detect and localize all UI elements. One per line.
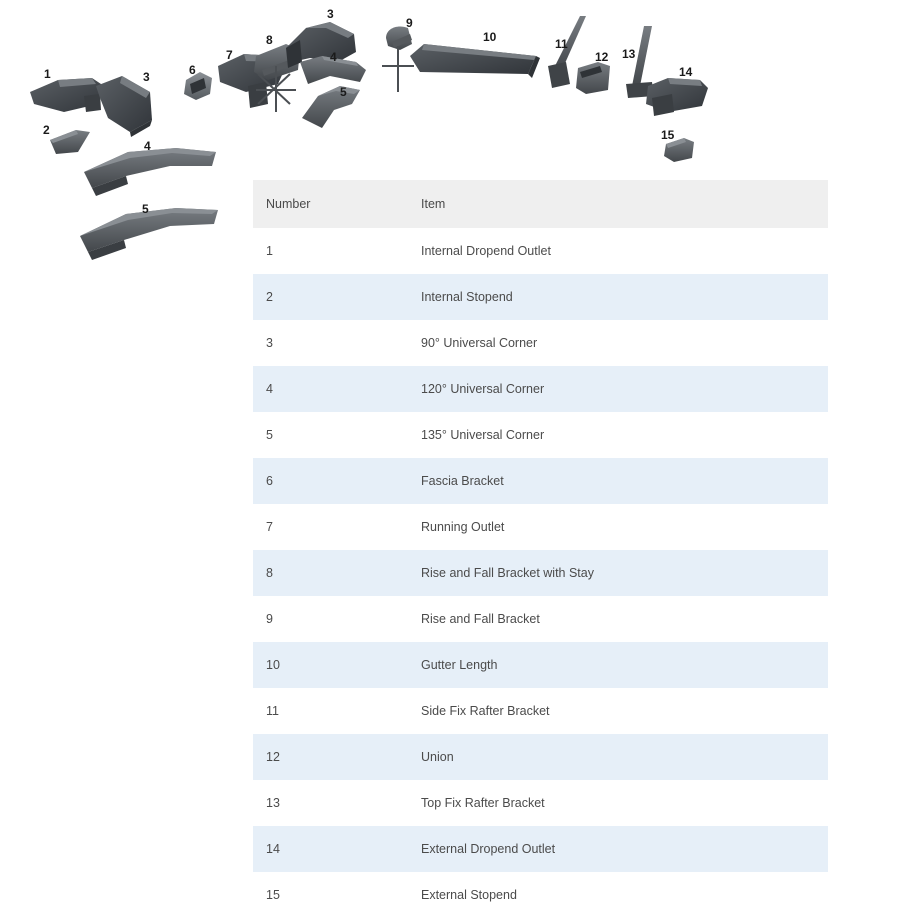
callout-3: 3: [143, 70, 150, 84]
cell-item: Internal Dropend Outlet: [421, 244, 551, 258]
cell-item: Running Outlet: [421, 520, 505, 534]
table-row: [253, 734, 828, 780]
table-row: [253, 596, 828, 642]
table-row: [253, 688, 828, 734]
cell-number: 6: [266, 474, 273, 488]
cell-number: 4: [266, 382, 273, 396]
table-row: [253, 826, 828, 872]
cell-item: Top Fix Rafter Bracket: [421, 796, 545, 810]
column-header-item: Item: [408, 180, 828, 228]
callout-14: 14: [679, 65, 693, 79]
callout-10: 10: [483, 30, 497, 44]
cell-number: 12: [266, 750, 280, 764]
column-header-number: Number: [253, 180, 408, 228]
callout-13: 13: [622, 47, 636, 61]
cell-item: External Dropend Outlet: [421, 842, 556, 856]
cell-number: 10: [266, 658, 280, 672]
parts-list-table: [253, 180, 828, 918]
cell-number: 2: [266, 290, 273, 304]
table-header-row: [253, 180, 828, 228]
cell-number: 1: [266, 244, 273, 258]
cell-number: 3: [266, 336, 273, 350]
table-row: [253, 504, 828, 550]
table-row: [253, 412, 828, 458]
callout-8: 8: [266, 33, 273, 47]
cell-number: 7: [266, 520, 273, 534]
cell-number: 11: [266, 704, 279, 718]
table-row: [253, 274, 828, 320]
callout-11: 11: [555, 37, 568, 51]
cell-item: Rise and Fall Bracket: [421, 612, 540, 626]
callout-3b: 3: [327, 7, 334, 21]
callout-5: 5: [142, 202, 149, 216]
callout-6: 6: [189, 63, 196, 77]
callout-9: 9: [406, 16, 413, 30]
cell-item: External Stopend: [421, 888, 517, 902]
cell-number: 5: [266, 428, 273, 442]
part-1-internal-dropend-outlet: [30, 78, 104, 112]
table-row: [253, 550, 828, 596]
table-row: [253, 228, 828, 274]
callout-12: 12: [595, 50, 609, 64]
cell-item: Union: [421, 750, 454, 764]
part-5-135-universal-corner-left: [80, 208, 218, 260]
cell-item: Internal Stopend: [421, 290, 513, 304]
table-row: [253, 780, 828, 826]
table-row: [253, 458, 828, 504]
cell-number: 13: [266, 796, 280, 810]
callout-15: 15: [661, 128, 675, 142]
cell-number: 14: [266, 842, 280, 856]
part-4-120-universal-corner-left: [84, 148, 216, 196]
cell-number: 15: [266, 888, 280, 902]
part-9-rise-and-fall-bracket: [382, 26, 414, 92]
part-5-135-universal-corner-mid: [302, 86, 360, 128]
part-2-internal-stopend: [50, 130, 90, 154]
part-14-external-dropend-outlet: [646, 78, 708, 116]
part-10-gutter-length: [410, 44, 540, 78]
table-header: [253, 180, 828, 228]
callout-1: 1: [44, 67, 51, 81]
table-row: [253, 320, 828, 366]
part-12-union: [576, 62, 610, 94]
callout-7: 7: [226, 48, 233, 62]
cell-item: 120° Universal Corner: [421, 382, 545, 396]
callout-2: 2: [43, 123, 50, 137]
part-3-90-universal-corner-left: [96, 76, 152, 137]
callout-4b: 4: [330, 50, 337, 64]
cell-item: 90° Universal Corner: [421, 336, 538, 350]
cell-item: Fascia Bracket: [421, 474, 504, 488]
cell-number: 8: [266, 566, 273, 580]
callout-4: 4: [144, 139, 151, 153]
callout-5b: 5: [340, 85, 347, 99]
cell-number: 9: [266, 612, 273, 626]
cell-item: Side Fix Rafter Bracket: [421, 704, 550, 718]
table-row: [253, 872, 828, 918]
cell-item: 135° Universal Corner: [421, 428, 545, 442]
table-row: [253, 642, 828, 688]
table-row: [253, 366, 828, 412]
table-body: [253, 228, 828, 918]
cell-item: Rise and Fall Bracket with Stay: [421, 566, 594, 580]
cell-item: Gutter Length: [421, 658, 498, 672]
